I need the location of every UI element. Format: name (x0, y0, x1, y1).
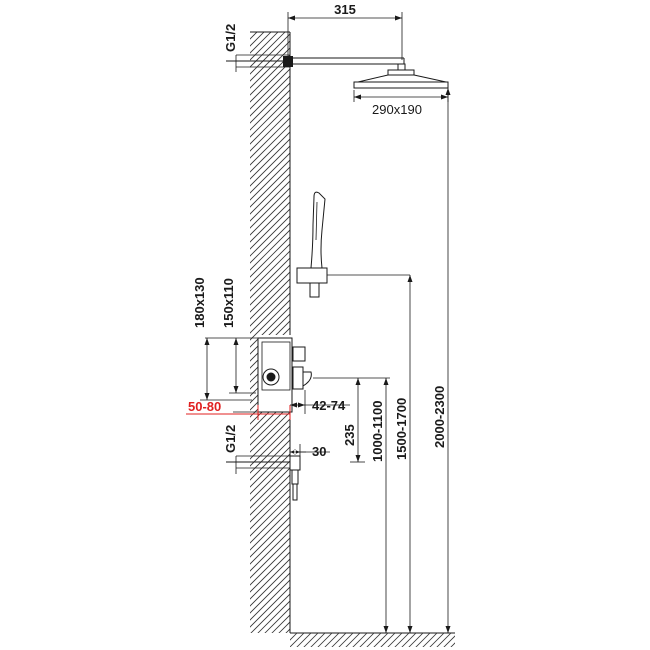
g12-top-label: G1/2 (223, 23, 238, 52)
label-180x130: 180x130 (192, 277, 207, 328)
dim-150x110 (221, 278, 256, 393)
g12-bottom-label: G1/2 (223, 424, 238, 453)
dim-30 (290, 444, 330, 459)
dim-head-size (354, 90, 448, 117)
dim-315-label: 315 (334, 2, 356, 17)
overhead-shower (283, 56, 448, 88)
label-2000-2300: 2000-2300 (432, 385, 447, 448)
dim-50-80 (186, 399, 290, 420)
dim-2000-2300 (432, 88, 451, 633)
label-42-74: 42-74 (312, 398, 346, 413)
wall-outlet (290, 452, 306, 500)
dim-315 (288, 2, 402, 60)
label-50-80: 50-80 (188, 399, 222, 414)
label-30: 30 (312, 444, 327, 459)
hand-shower (297, 192, 410, 297)
wall-section (240, 0, 300, 650)
concealed-mixer (205, 338, 390, 412)
head-size-label: 290x190 (372, 102, 422, 117)
dim-235 (342, 378, 365, 462)
dim-1000-1100 (370, 378, 389, 633)
label-1000-1100: 1000-1100 (370, 400, 385, 462)
dim-42-74 (290, 390, 350, 414)
label-1500-1700: 1500-1700 (394, 397, 409, 460)
floor-section (280, 633, 486, 650)
label-235: 235 (342, 424, 357, 446)
dim-1500-1700 (394, 275, 413, 633)
label-150x110: 150x110 (221, 278, 236, 328)
